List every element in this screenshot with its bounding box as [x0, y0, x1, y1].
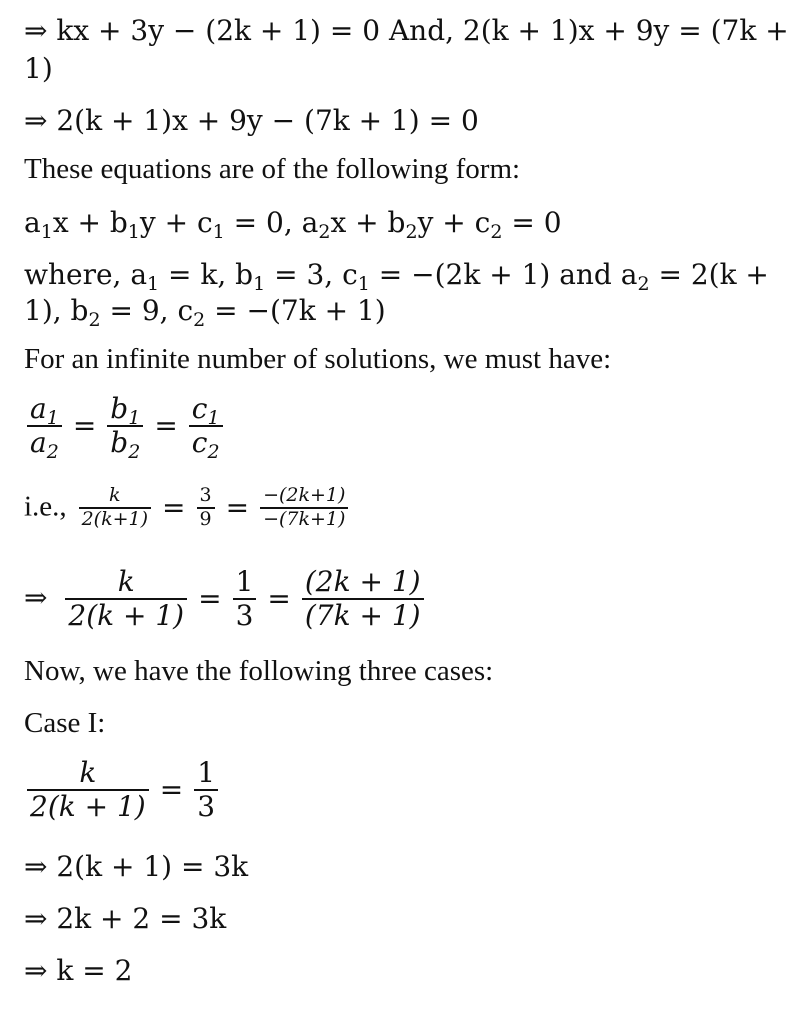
- numerator: c: [191, 392, 208, 425]
- denominator: 3: [233, 598, 257, 632]
- equation-text: = 9, c: [100, 294, 194, 327]
- numerator: 1: [197, 756, 216, 789]
- subscript: 2: [405, 221, 418, 244]
- numerator: (2k + 1): [304, 565, 421, 598]
- case-one-heading: [24, 706, 105, 740]
- fraction-one-third: [233, 566, 257, 632]
- fraction-c-ratio: [260, 485, 348, 531]
- case-one-equation: [24, 757, 221, 823]
- numerator: k: [109, 484, 121, 506]
- equation-text: 1), b: [24, 294, 89, 327]
- subscript: 2: [318, 221, 331, 244]
- equation-text: ⇒ 2(k + 1) = 3k: [24, 850, 249, 883]
- equation-text: ⇒ k = 2: [24, 954, 133, 987]
- step-3: [24, 954, 132, 988]
- denominator: c: [191, 426, 208, 460]
- subscript: 1: [253, 273, 266, 296]
- equation-text: = 0: [502, 206, 562, 239]
- subscript: 1: [127, 221, 140, 244]
- denominator: a: [30, 426, 47, 460]
- general-form-intro: [24, 152, 520, 186]
- equation-line-2: [24, 104, 479, 138]
- equals-sign: =: [225, 490, 250, 524]
- equation-text: = −(7k + 1): [205, 294, 386, 327]
- equation-text: ⇒ 2(k + 1)x + 9y − (7k + 1) = 0: [24, 104, 479, 137]
- equation-text: y + c: [139, 206, 213, 239]
- fraction-k-case: [27, 757, 149, 823]
- simplified-ratios: [24, 566, 427, 632]
- paragraph-text: Now, we have the following three cases:: [24, 655, 494, 687]
- step-1: [24, 850, 248, 884]
- subscript: 1: [128, 407, 141, 430]
- denominator: b: [110, 426, 129, 460]
- coef-a: a: [24, 206, 41, 239]
- substituted-ratios: [24, 485, 351, 531]
- subscript: 1: [40, 221, 53, 244]
- denominator: −(7k+1): [260, 507, 348, 531]
- subscript: 2: [46, 441, 59, 464]
- equals-sign: =: [267, 582, 291, 616]
- numerator: 3: [199, 484, 212, 506]
- denominator: 2(k + 1): [27, 789, 149, 823]
- equation-text: ⇒ kx + 3y − (2k + 1) = 0 And, 2(k + 1)x + 9y = (7k +: [24, 14, 789, 47]
- step-2: [24, 902, 226, 936]
- equation-text: x + b: [52, 206, 128, 239]
- fraction-one-third-case: [194, 757, 218, 823]
- numerator: k: [79, 756, 97, 789]
- coefficients-line-1: [24, 258, 769, 296]
- equation-text: = 2(k +: [649, 258, 769, 291]
- cases-intro: [24, 654, 493, 688]
- equals-sign: =: [72, 409, 97, 443]
- fraction-c: [189, 392, 223, 464]
- equation-text: = −(2k + 1) and a: [369, 258, 638, 291]
- case-label: Case I:: [24, 707, 106, 739]
- numerator: k: [117, 565, 135, 598]
- equation-line-1: [24, 14, 789, 48]
- subscript: 2: [207, 441, 220, 464]
- general-form-equations: [24, 206, 562, 244]
- equation-text: ⇒ 2k + 2 = 3k: [24, 902, 227, 935]
- equation-text: = 3, c: [265, 258, 358, 291]
- subscript: 2: [637, 273, 650, 296]
- equals-sign: =: [198, 582, 222, 616]
- equals-sign: =: [154, 409, 178, 443]
- denominator: 2(k + 1): [65, 598, 187, 632]
- subscript: 1: [46, 407, 59, 430]
- equation-text: 1): [24, 52, 53, 85]
- numerator: 1: [235, 565, 254, 598]
- infinite-solutions-condition: [24, 342, 611, 376]
- fraction-a: [27, 392, 62, 464]
- equation-text: where, a: [24, 258, 148, 291]
- subscript: 2: [128, 441, 141, 464]
- equals-sign: =: [159, 773, 184, 807]
- equation-text: = 0, a: [224, 206, 319, 239]
- fraction-c-simplified: [302, 566, 424, 632]
- subscript: 2: [490, 221, 503, 244]
- paragraph-text: These equations are of the following form:: [24, 153, 521, 185]
- denominator: (7k + 1): [302, 598, 424, 632]
- fraction-k: [79, 485, 151, 531]
- subscript: 1: [207, 407, 220, 430]
- numerator: b: [110, 392, 129, 425]
- numerator: a: [30, 392, 47, 425]
- denominator: 3: [194, 789, 218, 823]
- equation-text: x + b: [330, 206, 406, 239]
- ratio-condition: [24, 392, 226, 464]
- subscript: 1: [212, 221, 225, 244]
- equation-line-1-continued: [24, 52, 53, 86]
- fraction-k-simplified: [65, 566, 187, 632]
- subscript: 1: [357, 273, 370, 296]
- denominator: 9: [197, 507, 215, 531]
- subscript: 2: [193, 309, 206, 332]
- fraction-b: [107, 392, 143, 464]
- fraction-3-9: [197, 485, 215, 531]
- paragraph-text: For an infinite number of solutions, we must have:: [24, 343, 612, 375]
- subscript: 1: [147, 273, 160, 296]
- equation-text: = k, b: [159, 258, 254, 291]
- coefficients-line-2: [24, 294, 386, 332]
- subscript: 2: [88, 309, 101, 332]
- numerator: −(2k+1): [263, 484, 346, 506]
- equation-text: y + c: [417, 206, 491, 239]
- equals-sign: =: [162, 490, 186, 524]
- implies-arrow: ⇒: [24, 580, 48, 614]
- ie-label: i.e.,: [24, 490, 67, 523]
- denominator: 2(k+1): [79, 507, 151, 531]
